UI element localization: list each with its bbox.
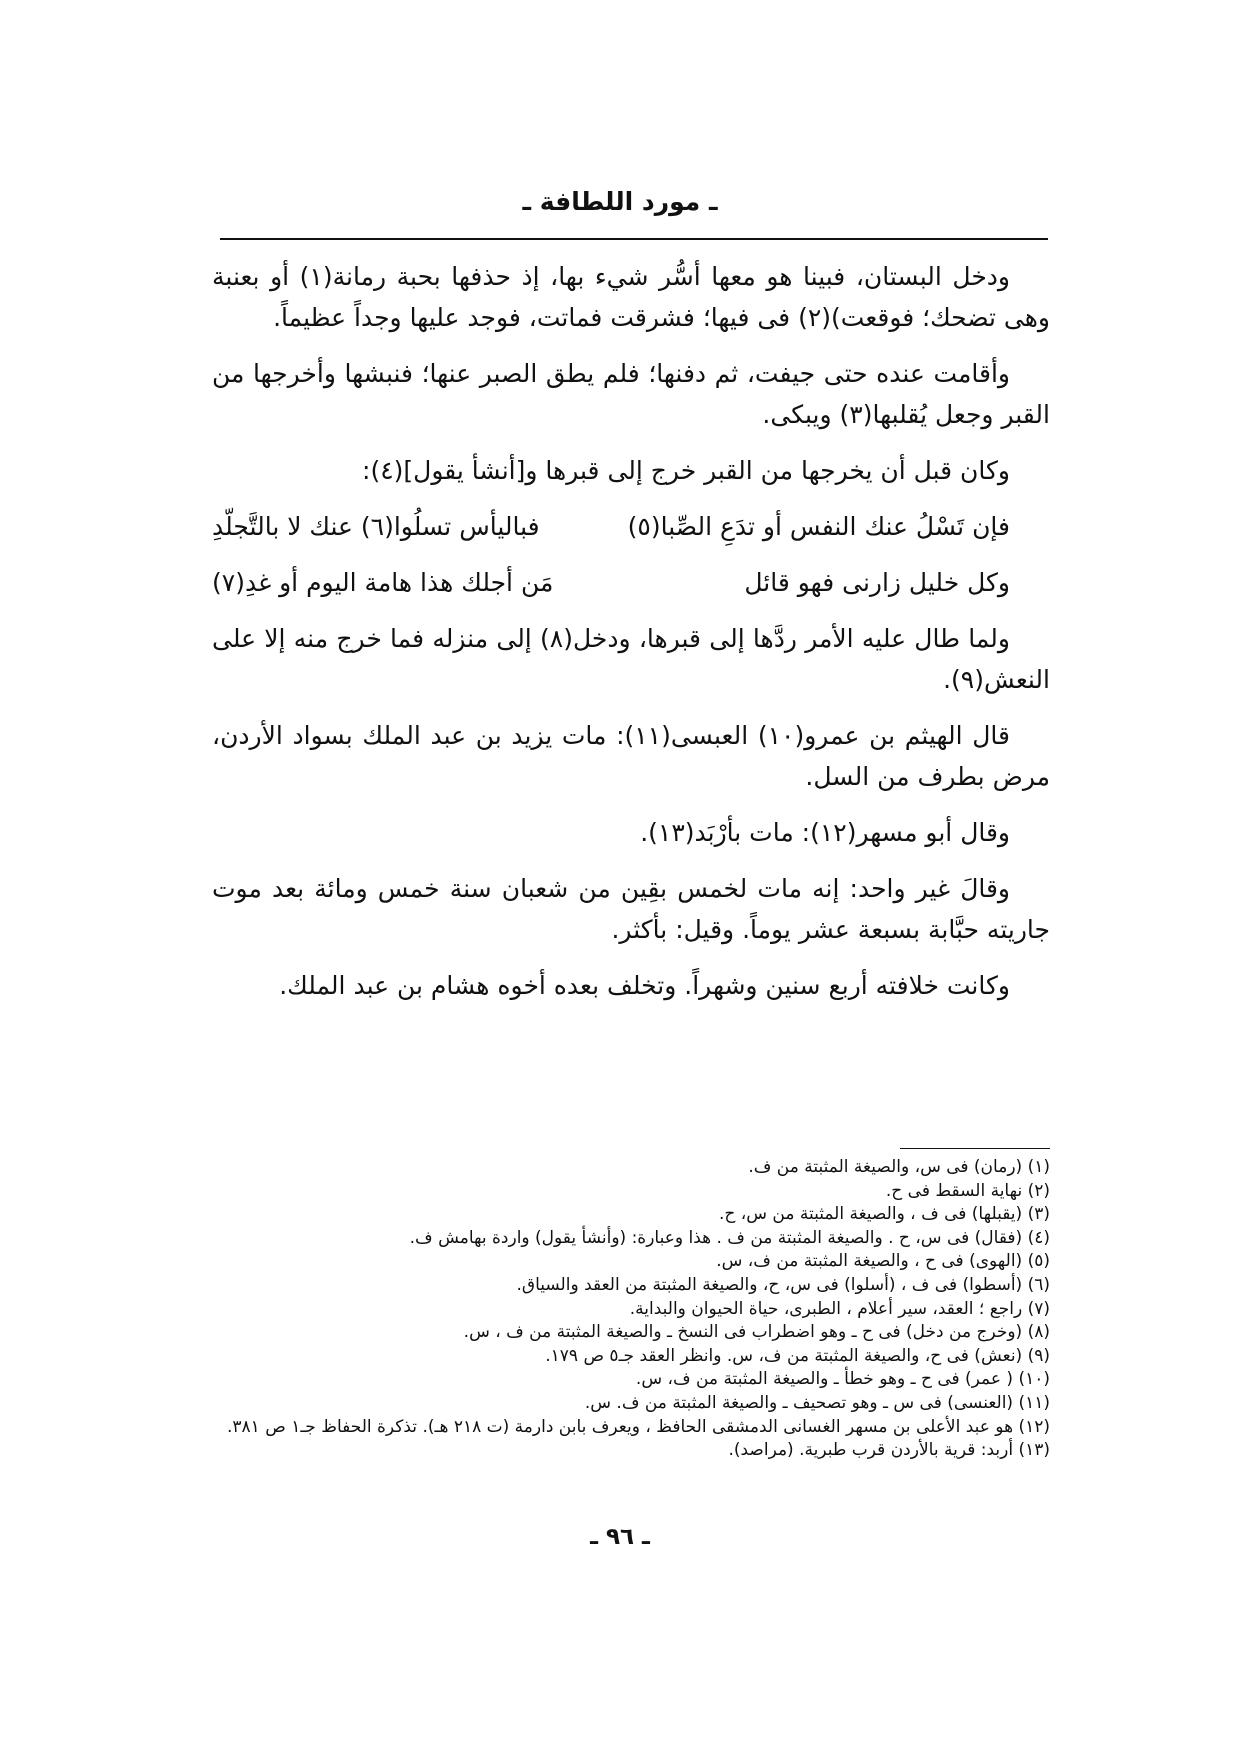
- paragraph-2: وأقامت عنده حتى جيفت، ثم دفنها؛ فلم يطق الصبر عنها؛ فنبشها وأخرجها من القبر وجعل يُقلبها(٣) ويبكى.: [212, 359, 1050, 429]
- paragraph-6: وقال أبو مسهر(١٢): مات بأرْبَد(١٣).: [640, 818, 1010, 847]
- verse-2-first-hemistich: وكل خليل زارنى فهو قائل: [744, 568, 1010, 597]
- main-text: [212, 256, 1050, 1021]
- header-divider: [220, 238, 1048, 240]
- paragraph-8: وكانت خلافته أربع سنين وشهراً. وتخلف بعده أخوه هشام بن عبد الملك.: [279, 971, 1010, 1000]
- footnote-item: (٢) نهاية السقط فى ح.: [885, 1180, 1050, 1201]
- footnote-item: (١٣) أربد: قرية بالأردن قرب طبرية. (مراصد).: [728, 1440, 1050, 1461]
- footnote-item: (٥) (الهوى) فى ح ، والصيغة المثبتة من ف، س.: [716, 1251, 1050, 1272]
- page-number: ـ ٩٦ ـ: [590, 1524, 650, 1550]
- footnote-item: (٤) (فقال) فى س، ح . والصيغة المثبتة من ف . هذا وعبارة: (وأنشأ يقول) واردة بهامش ف.: [409, 1227, 1050, 1248]
- verse-2-second-hemistich: مَن أجلك هذا هامة اليوم أو غدِ(٧): [212, 568, 554, 597]
- verse-line-1: [212, 506, 1050, 547]
- footnotes-list: [212, 1156, 1050, 1463]
- footnote-item: (٦) (أسطوا) فى ف ، (أسلوا) فى س، ح، والصيغة المثبتة من العقد والسياق.: [516, 1274, 1050, 1295]
- verse-1-second-hemistich: فباليأس تسلُوا(٦) عنك لا بالتَّجلّدِ: [212, 512, 540, 541]
- paragraph-4: ولما طال عليه الأمر ردَّها إلى قبرها، ودخل(٨) إلى منزله فما خرج منه إلا على النعش(٩).: [212, 624, 1050, 694]
- footnote-item: (٨) (وخرج من دخل) فى ح ـ وهو اضطراب فى النسخ ـ والصيغة المثبتة من ف ، س.: [463, 1322, 1050, 1343]
- footnote-item: (٣) (يقبلها) فى ف ، والصيغة المثبتة من س، ح.: [718, 1204, 1050, 1225]
- running-header-title: ـ مورد اللطافة ـ: [522, 187, 718, 216]
- footnote-item: (١١) (العنسى) فى س ـ وهو تصحيف ـ والصيغة المثبتة من ف. س.: [584, 1392, 1050, 1413]
- paragraph-7: وقالَ غير واحد: إنه مات لخمس بقِين من شعبان سنة خمس ومائة بعد موت جاريته حبَّابة بسبعة عشر يوماً. وقيل: بأكثر.: [212, 874, 1050, 944]
- paragraph-1: ودخل البستان، فبينا هو معها أسُّر شيء بها، إذ حذفها بحبة رمانة(١) أو بعنبة وهى تضحك؛ فوقعت)(٢) فى فيها؛ فشرقت فماتت، فوجد عليها وجداً عظيماً.: [212, 262, 1050, 332]
- footnote-item: (١٢) هو عبد الأعلى بن مسهر الغسانى الدمشقى الحافظ ، ويعرف بابن دارمة (ت ٢١٨ هـ). تذكرة الحفاظ جـ١ ص ٣٨١.: [227, 1416, 1050, 1437]
- footnote-item: (٩) (نعش) فى ح، والصيغة المثبتة من ف، س. وانظر العقد جـ٥ ص ١٧٩.: [545, 1345, 1050, 1366]
- paragraph-3: وكان قبل أن يخرجها من القبر خرج إلى قبرها و[أنشأ يقول](٤):: [362, 456, 1010, 485]
- paragraph-5: قال الهيثم بن عمرو(١٠) العبسى(١١): مات يزيد بن عبد الملك بسواد الأردن، مرض بطرف من السل.: [212, 721, 1050, 791]
- verse-line-2: [212, 562, 1050, 603]
- footnote-divider: [900, 1148, 1050, 1149]
- footnote-item: (٧) راجع ؛ العقد، سير أعلام ، الطبرى، حياة الحيوان والبداية.: [629, 1298, 1050, 1319]
- footnote-item: (١) (رمان) فى س، والصيغة المثبتة من ف.: [748, 1157, 1050, 1177]
- verse-1-first-hemistich: فإن تَسْلُ عنك النفس أو تدَعِ الصِّبا(٥): [627, 512, 1010, 541]
- footnote-item: (١٠) ( عمر) فى ح ـ وهو خطأ ـ والصيغة المثبتة من ف، س.: [635, 1369, 1050, 1390]
